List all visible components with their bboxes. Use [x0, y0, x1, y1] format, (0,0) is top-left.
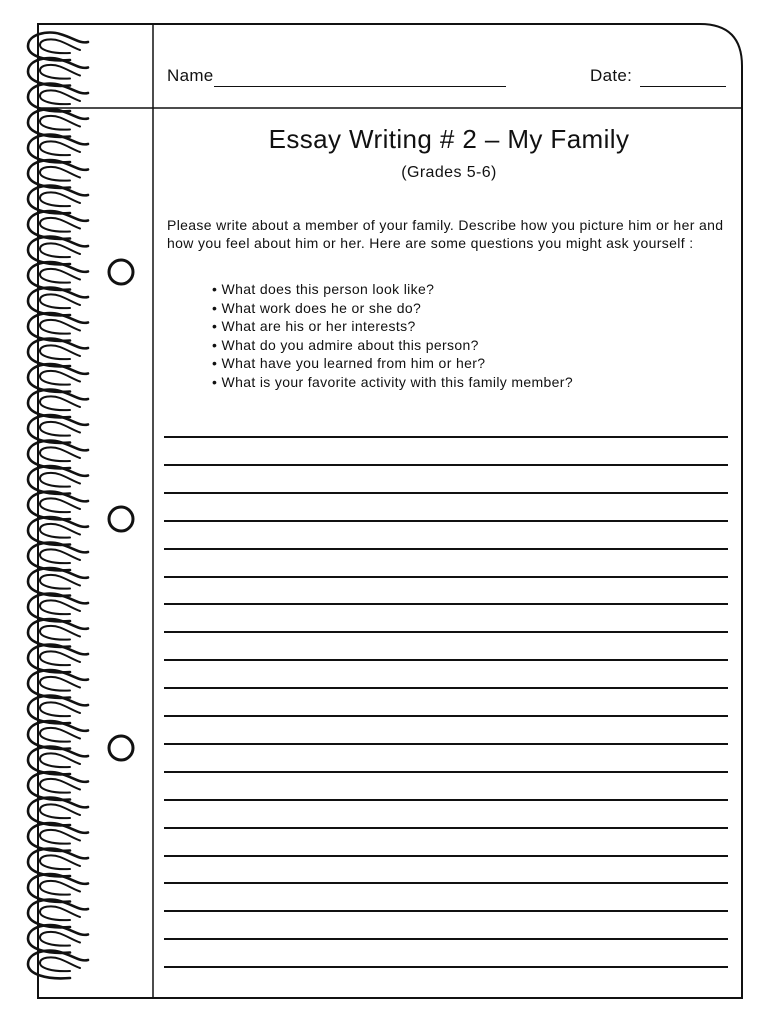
name-label: Name [167, 66, 214, 85]
writing-line[interactable] [164, 492, 728, 494]
writing-line[interactable] [164, 855, 728, 857]
list-item: • What are his or her interests? [212, 317, 573, 336]
binder-hole-top [109, 260, 133, 284]
binder-hole-bottom [109, 736, 133, 760]
writing-line[interactable] [164, 966, 728, 968]
writing-line[interactable] [164, 910, 728, 912]
writing-line[interactable] [164, 743, 728, 745]
list-item: • What is your favorite activity with this family member? [212, 373, 573, 392]
date-field[interactable] [640, 86, 726, 87]
name-field[interactable] [214, 86, 506, 87]
list-item: • What do you admire about this person? [212, 336, 573, 355]
writing-line[interactable] [164, 436, 728, 438]
writing-line[interactable] [164, 799, 728, 801]
writing-line[interactable] [164, 520, 728, 522]
writing-line[interactable] [164, 771, 728, 773]
list-item: • What does this person look like? [212, 280, 573, 299]
list-item: • What work does he or she do? [212, 299, 573, 318]
writing-line[interactable] [164, 938, 728, 940]
writing-line[interactable] [164, 659, 728, 661]
writing-line[interactable] [164, 603, 728, 605]
page-title: Essay Writing # 2 – My Family [268, 124, 630, 154]
binder-hole-middle [109, 507, 133, 531]
writing-line[interactable] [164, 548, 728, 550]
writing-line[interactable] [164, 827, 728, 829]
writing-line[interactable] [164, 687, 728, 689]
writing-line[interactable] [164, 631, 728, 633]
grade-level-subtitle: (Grades 5-6) [401, 164, 497, 181]
guiding-questions-list [212, 280, 573, 391]
date-label: Date: [590, 66, 633, 85]
instructions-text: Please write about a member of your family. Describe how you picture him or her and how you feel about him or her. Here are some questions you might ask yourself : [167, 217, 724, 251]
writing-line[interactable] [164, 464, 728, 466]
writing-line[interactable] [164, 715, 728, 717]
list-item: • What have you learned from him or her? [212, 354, 573, 373]
writing-line[interactable] [164, 882, 728, 884]
writing-line[interactable] [164, 576, 728, 578]
